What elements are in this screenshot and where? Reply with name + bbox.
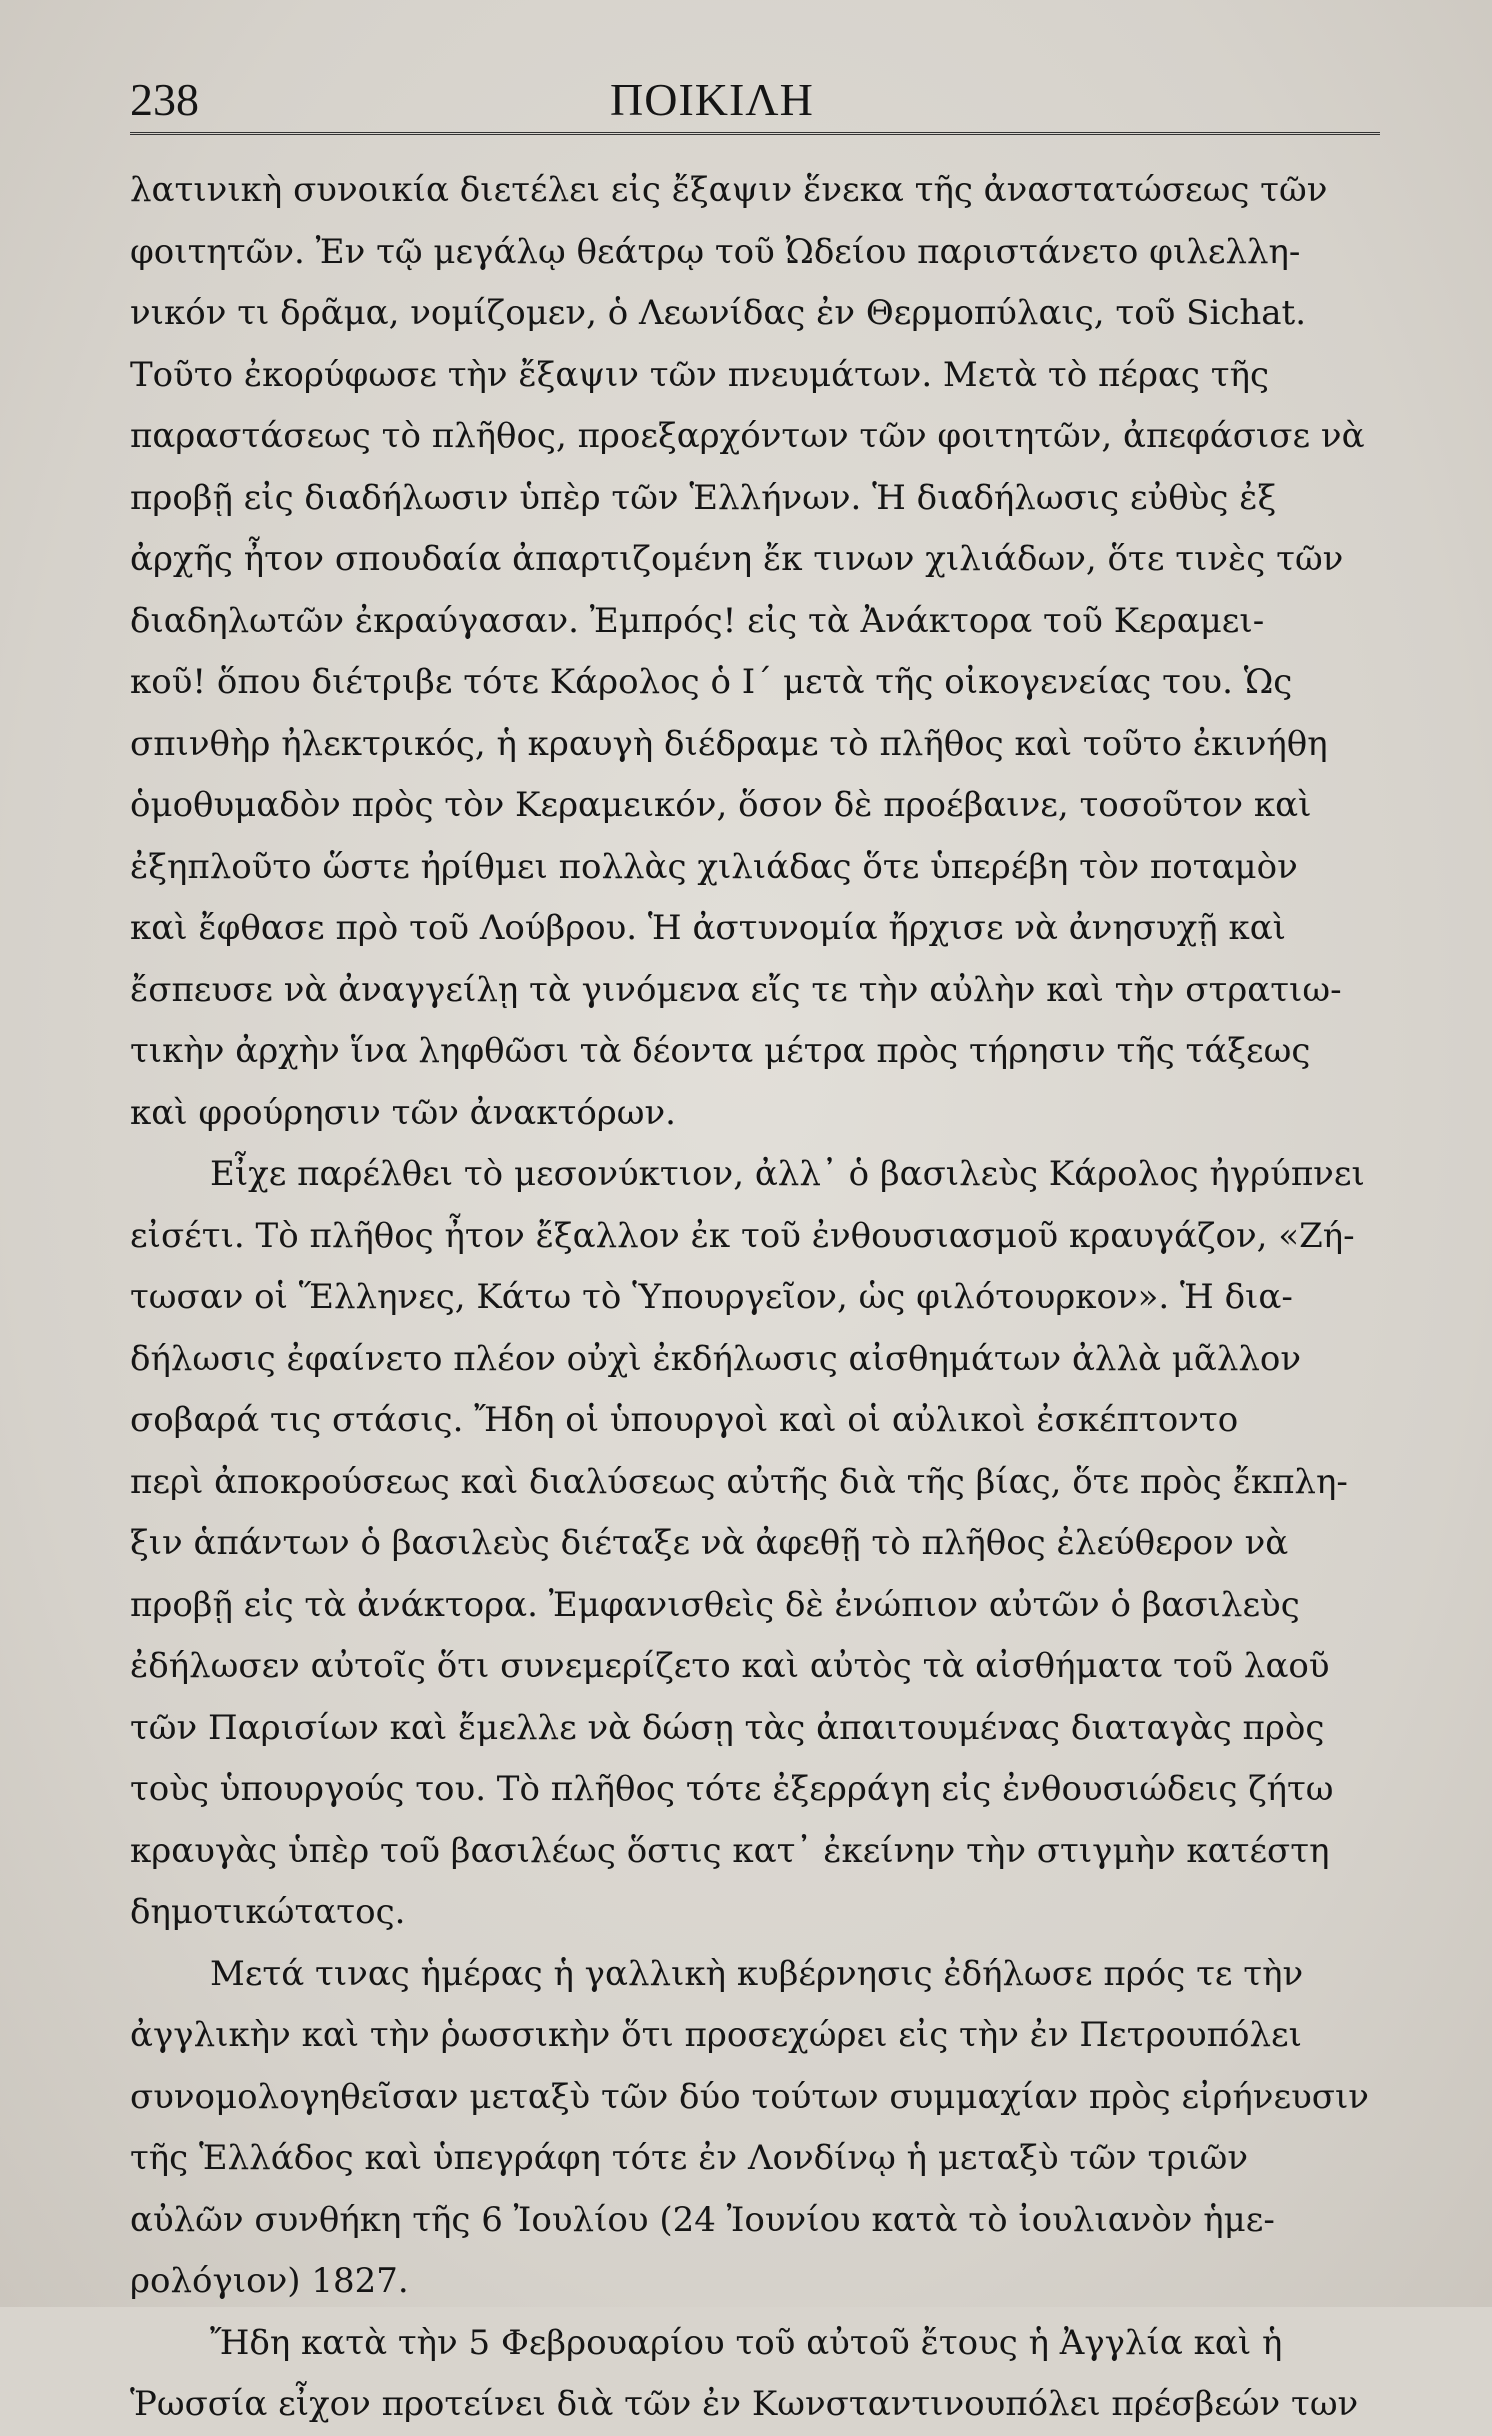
text-line: Ῥωσσία εἶχον προτείνει διὰ τῶν ἐν Κωνσταντινουπόλει πρέσβεών των [130,2384,1359,2424]
text-line: ἀγγλικὴν καὶ τὴν ῥωσσικὴν ὅτι προσεχώρει εἰς τὴν ἐν Πετρουπόλει [130,2015,1302,2055]
page-number: 238 [130,74,199,125]
header-rule [130,132,1380,135]
text-line: ἐδήλωσεν αὐτοῖς ὅτι συνεμερίζετο καὶ αὐτὸς τὰ αἰσθήματα τοῦ λαοῦ [130,1646,1330,1686]
text-line: αὐλῶν συνθήκη τῆς 6 Ἰουλίου (24 Ἰουνίου κατὰ τὸ ἰουλιανὸν ἡμε- [130,2199,1275,2240]
text-line: ἔσπευσε νὰ ἀναγγείλῃ τὰ γινόμενα εἴς τε τὴν αὐλὴν καὶ τὴν στρατιω- [130,969,1342,1010]
text-line: καὶ ἔφθασε πρὸ τοῦ Λούβρου. Ἡ ἀστυνομία ἤρχισε νὰ ἀνησυχῇ καὶ [130,908,1286,948]
text-line: κραυγὰς ὑπὲρ τοῦ βασιλέως ὅστις κατ᾽ ἐκείνην τὴν στιγμὴν κατέστη [130,1830,1330,1871]
body-text [130,160,1380,2436]
page-header [130,70,1380,140]
text-line: ἐξηπλοῦτο ὥστε ἠρίθμει πολλὰς χιλιάδας ὅτε ὑπερέβη τὸν ποταμὸν [130,846,1298,887]
paragraph-start-line: Εἶχε παρέλθει τὸ μεσονύκτιον, ἀλλ᾽ ὁ βασιλεὺς Κάρολος ἠγρύπνει [210,1154,1365,1194]
text-line: εἰσέτι. Τὸ πλῆθος ἦτον ἔξαλλον ἐκ τοῦ ἐνθουσιασμοῦ κραυγάζον, «Ζή- [130,1215,1355,1256]
text-line: συνομολογηθεῖσαν μεταξὺ τῶν δύο τούτων συμμαχίαν πρὸς εἰρήνευσιν [130,2076,1369,2117]
text-line: ὁμοθυμαδὸν πρὸς τὸν Κεραμεικόν, ὅσον δὲ προέβαινε, τοσοῦτον καὶ [130,785,1312,825]
text-line: τικὴν ἀρχὴν ἵνα ληφθῶσι τὰ δέοντα μέτρα πρὸς τήρησιν τῆς τάξεως [130,1031,1311,1071]
text-line: δημοτικώτατος. [130,1892,406,1932]
paragraph-start-line: Μετά τινας ἡμέρας ἡ γαλλικὴ κυβέρνησις ἐδήλωσε πρός τε τὴν [210,1953,1304,1994]
text-line: κοῦ! ὅπου διέτριβε τότε Κάρολος ὁ Ι΄ μετὰ τῆς οἰκογενείας του. Ὡς [130,662,1293,702]
text-line: Τοῦτο ἐκορύφωσε τὴν ἔξαψιν τῶν πνευμάτων. Μετὰ τὸ πέρας τῆς [130,354,1269,395]
text-line: διαδηλωτῶν ἐκραύγασαν. Ἐμπρός! εἰς τὰ Ἀνάκτορα τοῦ Κεραμει- [130,600,1265,641]
text-line: ρολόγιον) 1827. [130,2261,409,2301]
text-line: τωσαν οἱ Ἕλληνες, Κάτω τὸ Ὑπουργεῖον, ὡς φιλότουρκον». Ἡ δια- [130,1277,1293,1317]
text-line: φοιτητῶν. Ἐν τῷ μεγάλῳ θεάτρῳ τοῦ Ὠδείου παριστάνετο φιλελλη- [130,231,1301,272]
text-line: προβῇ εἰς τὰ ἀνάκτορα. Ἐμφανισθεὶς δὲ ἐνώπιον αὐτῶν ὁ βασιλεὺς [130,1584,1300,1625]
text-line: ἀρχῆς ἦτον σπουδαία ἀπαρτιζομένη ἔκ τινων χιλιάδων, ὅτε τινὲς τῶν [130,539,1344,579]
text-line: δήλωσις ἐφαίνετο πλέον οὐχὶ ἐκδήλωσις αἰσθημάτων ἀλλὰ μᾶλλον [130,1338,1302,1379]
text-line: σοβαρά τις στάσις. Ἤδη οἱ ὑπουργοὶ καὶ οἱ αὐλικοὶ ἐσκέπτοντο [130,1400,1239,1440]
text-line: τῆς Ἑλλάδος καὶ ὑπεγράφη τότε ἐν Λονδίνῳ ἡ μεταξὺ τῶν τριῶν [130,2138,1249,2178]
text-line: προβῇ εἰς διαδήλωσιν ὑπὲρ τῶν Ἑλλήνων. Ἡ διαδήλωσις εὐθὺς ἐξ [130,477,1277,518]
text-line: λατινικὴ συνοικία διετέλει εἰς ἔξαψιν ἕνεκα τῆς ἀναστατώσεως τῶν [130,170,1328,210]
text-line: ξιν ἁπάντων ὁ βασιλεὺς διέταξε νὰ ἀφεθῇ τὸ πλῆθος ἐλεύθερον νὰ [130,1523,1289,1563]
text-line: νικόν τι δρᾶμα, νομίζομεν, ὁ Λεωνίδας ἐν Θερμοπύλαις, τοῦ Sichat. [130,293,1307,333]
text-line: τοὺς ὑπουργούς του. Τὸ πλῆθος τότε ἐξερράγη εἰς ἐνθουσιώδεις ζήτω [130,1769,1334,1809]
running-title: ΠΟΙΚΙΛΗ [610,74,814,125]
text-line: περὶ ἀποκρούσεως καὶ διαλύσεως αὐτῆς διὰ τῆς βίας, ὅτε πρὸς ἔκπλη- [130,1461,1348,1502]
text-line: παραστάσεως τὸ πλῆθος, προεξαρχόντων τῶν φοιτητῶν, ἀπεφάσισε νὰ [130,416,1365,456]
paragraph-start-line: Ἤδη κατὰ τὴν 5 Φεβρουαρίου τοῦ αὐτοῦ ἔτους ἡ Ἀγγλία καὶ ἡ [210,2322,1283,2363]
text-line: τῶν Παρισίων καὶ ἔμελλε νὰ δώσῃ τὰς ἀπαιτουμένας διαταγὰς πρὸς [130,1707,1325,1748]
text-line: καὶ φρούρησιν τῶν ἀνακτόρων. [130,1092,676,1133]
text-line: σπινθὴρ ἠλεκτρικός, ἡ κραυγὴ διέδραμε τὸ πλῆθος καὶ τοῦτο ἐκινήθη [130,723,1328,764]
